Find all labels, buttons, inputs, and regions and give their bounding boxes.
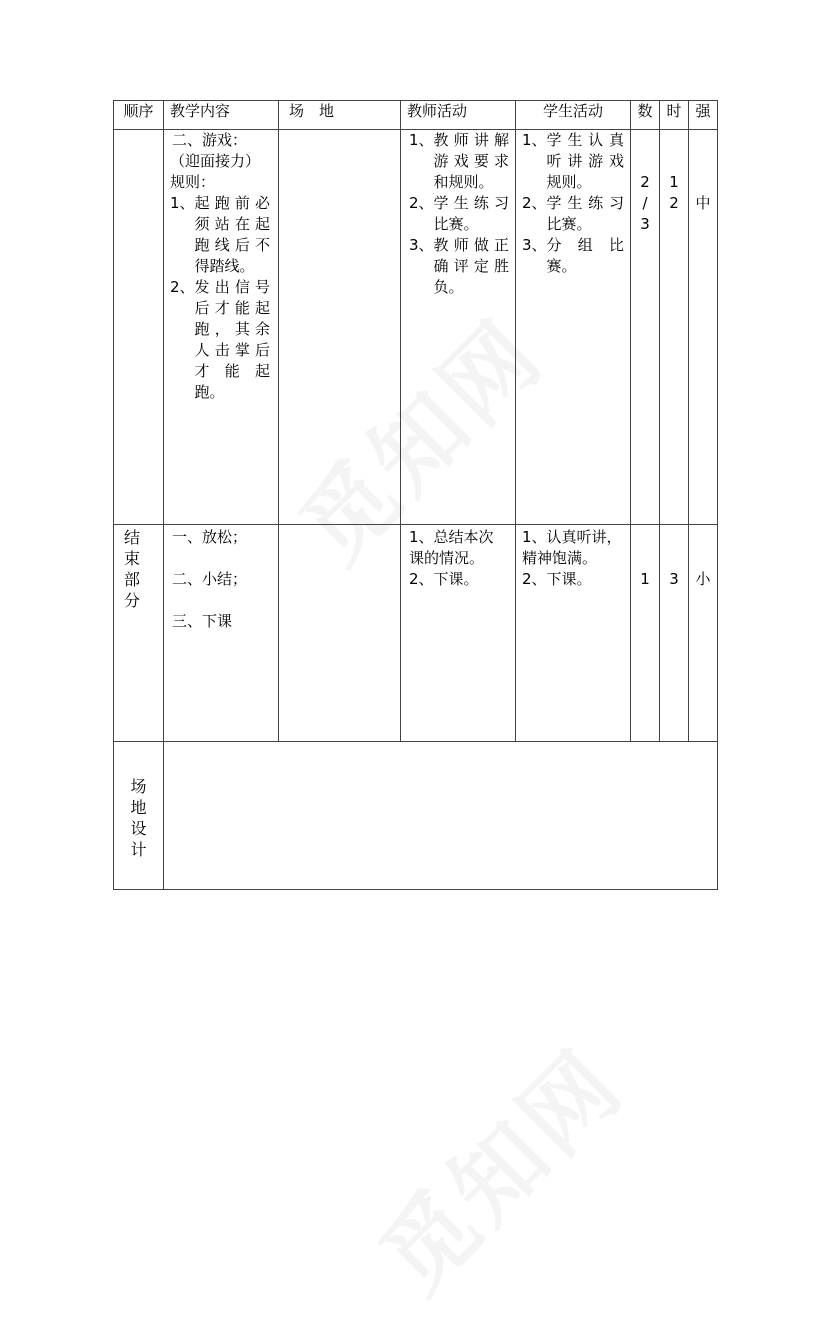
content-item: 一、放松； — [172, 528, 248, 546]
rule-item — [170, 193, 270, 277]
student-activity-item — [522, 130, 624, 193]
ending-order-cell — [114, 525, 164, 742]
student-activity-item — [522, 235, 624, 277]
activity-line: 学生练习 — [433, 194, 509, 212]
activity-line: 精神饱满。 — [522, 549, 598, 567]
activity-line: 2、下课。 — [522, 570, 592, 588]
rule-line: 跑，其余 — [194, 320, 270, 338]
order-char: 部 — [124, 570, 141, 589]
rule-line: 跑线后不 — [194, 236, 270, 254]
ending-venue-cell — [279, 525, 401, 742]
activity-line: 规则。 — [546, 173, 592, 191]
activity-line: 1、认真听讲， — [522, 528, 622, 546]
student-activity-item — [522, 193, 624, 235]
ending-teacher-cell — [401, 525, 516, 742]
content-item: 二、小结； — [172, 570, 248, 588]
ending-student-cell — [516, 525, 631, 742]
rule-line: 人击掌后 — [194, 341, 270, 359]
rule-item — [170, 277, 270, 403]
game-teacher-cell — [401, 130, 516, 525]
teacher-activity-item — [409, 235, 509, 298]
activity-line: 教师讲解 — [433, 131, 509, 149]
rule-number: 2、 — [170, 278, 195, 296]
activity-line: 分 组 比 — [546, 236, 624, 254]
game-content-line: （迎面接力） — [170, 152, 261, 170]
count-value: 2 — [640, 173, 650, 191]
activity-line: 比赛。 — [546, 215, 592, 233]
count-value: 1 — [640, 570, 650, 588]
activity-line: 听讲游戏 — [546, 152, 624, 170]
lesson-plan-table — [113, 100, 718, 890]
header-student: 学生活动 — [516, 101, 631, 130]
student-activity-list — [522, 130, 624, 277]
item-number: 1、 — [522, 131, 547, 149]
ending-count-cell — [631, 525, 660, 742]
header-time: 时 — [660, 101, 689, 130]
header-venue: 场 地 — [279, 101, 401, 130]
rules-list — [170, 193, 270, 403]
time-value: 3 — [669, 570, 679, 588]
teacher-activity-list — [409, 130, 509, 298]
teacher-activity-item — [409, 193, 509, 235]
design-row — [114, 742, 718, 890]
activity-line: 2、下课。 — [409, 570, 479, 588]
game-order-cell — [114, 130, 164, 525]
label-char: 计 — [130, 840, 147, 859]
game-row — [114, 130, 718, 525]
ending-intensity-cell — [689, 525, 718, 742]
header-intensity: 强 — [689, 101, 718, 130]
intensity-value: 中 — [695, 194, 711, 212]
rule-line: 后才能起 — [194, 299, 270, 317]
rule-number: 1、 — [170, 194, 195, 212]
item-number: 2、 — [522, 194, 547, 212]
game-time-cell — [660, 130, 689, 525]
activity-line: 1、总结本次 — [409, 528, 494, 546]
order-char: 束 — [124, 549, 141, 568]
game-venue-cell — [279, 130, 401, 525]
ending-row — [114, 525, 718, 742]
rule-line: 发出信号 — [194, 278, 270, 296]
item-number: 1、 — [409, 131, 434, 149]
activity-line: 负。 — [433, 278, 464, 296]
game-intensity-cell — [689, 130, 718, 525]
game-content-line: 规则： — [170, 173, 216, 191]
watermark — [346, 1015, 647, 1316]
label-char: 场 — [130, 777, 147, 796]
game-content-cell — [164, 130, 279, 525]
rule-line: 起跑前必 — [194, 194, 270, 212]
header-content: 教学内容 — [164, 101, 279, 130]
time-value: 1 — [669, 173, 679, 191]
ending-content-cell — [164, 525, 279, 742]
ending-time-cell — [660, 525, 689, 742]
activity-line: 赛。 — [546, 257, 577, 275]
rule-line: 得踏线。 — [194, 257, 255, 275]
activity-line: 学生认真 — [546, 131, 624, 149]
header-row — [114, 101, 718, 130]
count-value: 3 — [640, 215, 650, 233]
time-value: 2 — [669, 194, 679, 212]
activity-line: 教师做正 — [433, 236, 509, 254]
activity-line: 课的情况。 — [409, 549, 485, 567]
header-order: 顺序 — [114, 101, 164, 130]
label-char: 设 — [130, 819, 147, 838]
design-label-cell — [114, 742, 164, 890]
order-char: 结 — [124, 528, 141, 547]
rule-line: 须站在起 — [194, 215, 270, 233]
intensity-value: 小 — [695, 570, 711, 588]
item-number: 2、 — [409, 194, 434, 212]
label-char: 地 — [130, 798, 147, 817]
content-item: 三、下课 — [172, 612, 233, 630]
header-teacher: 教师活动 — [401, 101, 516, 130]
teacher-activity-item — [409, 130, 509, 193]
activity-line: 学生练习 — [546, 194, 624, 212]
activity-line: 确评定胜 — [433, 257, 509, 275]
rule-line: 才 能 起 — [194, 362, 270, 380]
activity-line: 游戏要求 — [433, 152, 509, 170]
count-separator: / — [642, 194, 648, 212]
activity-line: 比赛。 — [433, 215, 479, 233]
game-count-cell — [631, 130, 660, 525]
game-content-line: 二、游戏： — [172, 131, 248, 149]
activity-line: 和规则。 — [433, 173, 494, 191]
header-count: 数 — [631, 101, 660, 130]
game-student-cell — [516, 130, 631, 525]
rule-line: 跑。 — [194, 383, 225, 401]
item-number: 3、 — [522, 236, 547, 254]
order-char: 分 — [124, 591, 141, 610]
item-number: 3、 — [409, 236, 434, 254]
design-content-cell — [164, 742, 718, 890]
